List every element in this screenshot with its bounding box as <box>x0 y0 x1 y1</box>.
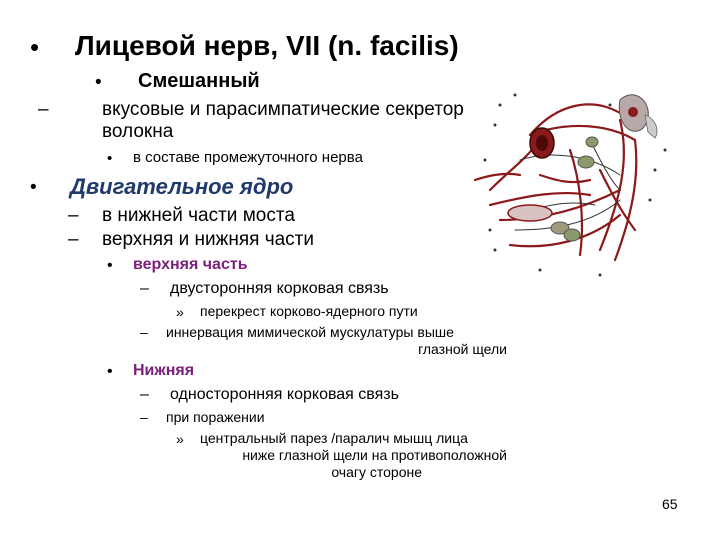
mixed-label: Смешанный <box>138 70 260 92</box>
upper-lower-parts-text: верхняя и нижняя части <box>102 229 314 250</box>
facial-nerve-anatomy-diagram <box>470 80 680 285</box>
page-number: 65 <box>662 496 678 512</box>
bilateral-connection-text: двусторонняя корковая связь <box>170 280 389 297</box>
paresis-line3: очагу стороне <box>331 464 422 480</box>
motor-nucleus-heading: Двигательное ядро <box>70 174 294 199</box>
paresis-line1: центральный парез /паралич мышц лица <box>200 430 468 446</box>
title-bullet: • <box>30 32 40 62</box>
dash: – <box>140 409 148 425</box>
bullet: • <box>107 363 113 380</box>
bullet: • <box>107 257 113 274</box>
dash: – <box>140 280 149 297</box>
lesion-text: при поражении <box>166 409 265 425</box>
taste-fibers-line1: вкусовые и парасимпатические секретор <box>102 99 464 120</box>
dash: – <box>140 324 148 340</box>
lower-part-heading: Нижняя <box>133 362 195 379</box>
paresis-line2: ниже глазной щели на противоположной <box>242 447 507 463</box>
upper-part-heading: верхняя часть <box>133 256 248 273</box>
innervation-line1: иннервация мимической мускулатуры выше <box>166 324 454 340</box>
page-title: Лицевой нерв, VII (n. facilis) <box>75 30 459 61</box>
intermediate-nerve-text: в составе промежуточного нерва <box>133 149 363 166</box>
raquo: » <box>176 304 184 320</box>
raquo: » <box>176 431 184 447</box>
dash: – <box>140 386 149 403</box>
dash: – <box>38 99 49 120</box>
crossing-text: перекрест корково-ядерного пути <box>200 303 418 319</box>
innervation-line2: глазной щели <box>418 341 507 357</box>
taste-fibers-line2: волокна <box>102 121 174 142</box>
bullet: • <box>107 150 113 167</box>
lower-pons-text: в нижней части моста <box>102 205 295 226</box>
bullet: • <box>95 72 102 93</box>
bullet: • <box>30 177 37 198</box>
dash: – <box>68 229 79 250</box>
unilateral-connection-text: односторонняя корковая связь <box>170 386 399 403</box>
dash: – <box>68 205 79 226</box>
